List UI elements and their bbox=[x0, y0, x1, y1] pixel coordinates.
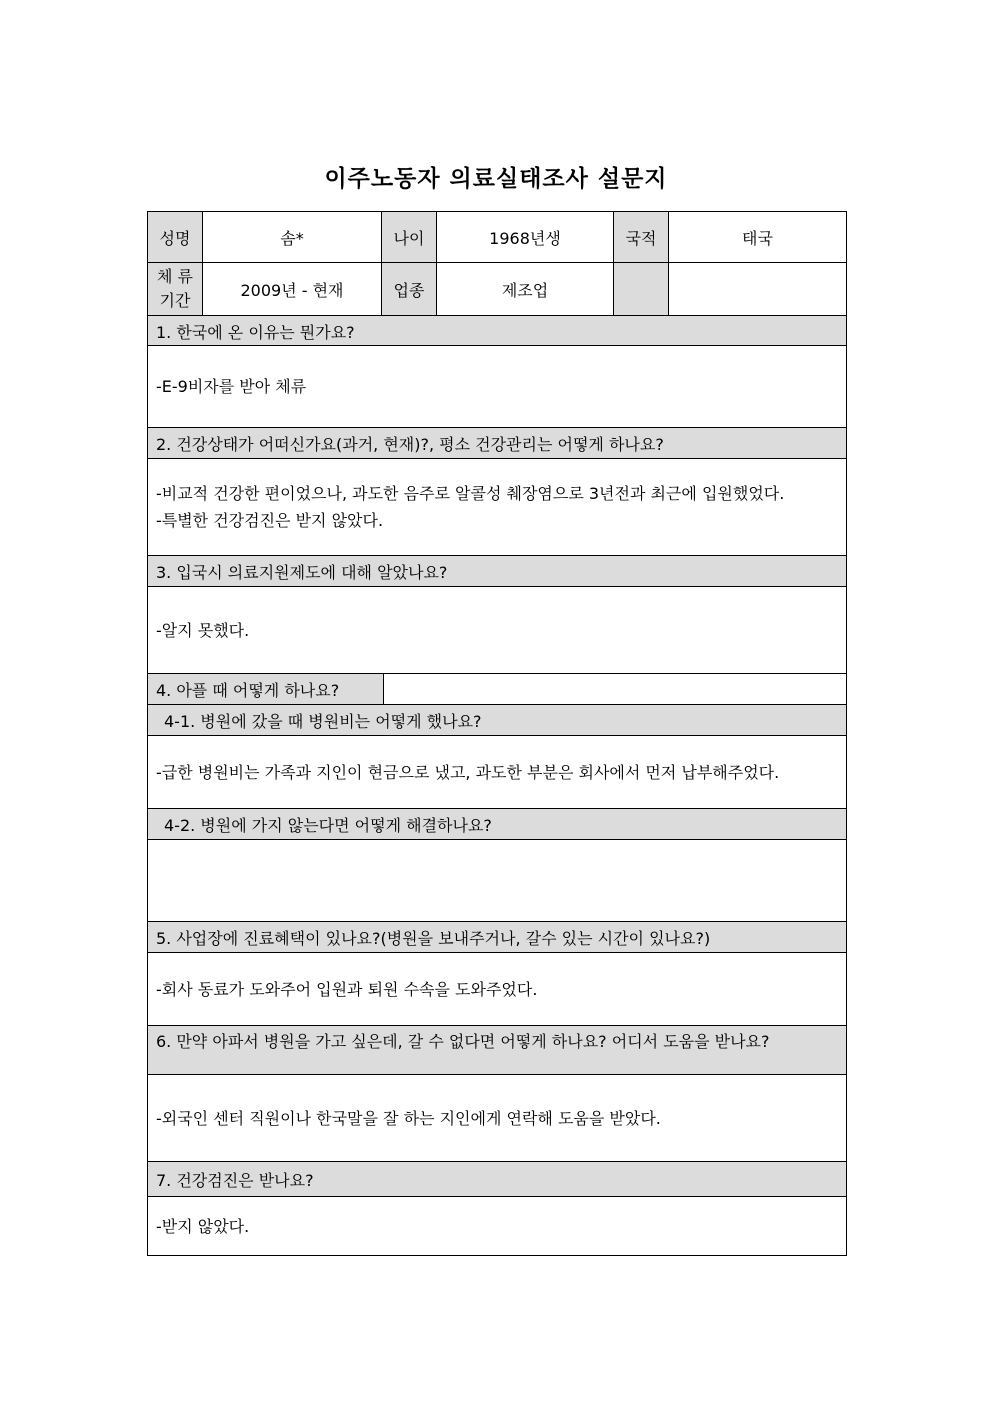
answer-4-1 bbox=[148, 736, 846, 809]
age-value: 1968년생 bbox=[437, 212, 614, 263]
question-4-2: 4-2. 병원에 가지 않는다면 어떻게 해결하나요? bbox=[148, 809, 846, 840]
answer-2 bbox=[148, 459, 846, 556]
stay-label-line2: 기간 bbox=[159, 291, 191, 310]
question-6: 6. 만약 아파서 병원을 가고 싶은데, 갈 수 없다면 어떻게 하나요? 어디서 도움을 받나요? bbox=[148, 1026, 846, 1075]
answer-line: -비교적 건강한 편이었으나, 과도한 음주로 알콜성 췌장염으로 3년전과 최근에 입원했었다. bbox=[156, 484, 785, 503]
answer-4-2 bbox=[148, 840, 846, 922]
answer-6 bbox=[148, 1075, 846, 1162]
survey-form bbox=[147, 211, 847, 1256]
answer-line: -회사 동료가 도와주어 입원과 퇴원 수속을 도와주었다. bbox=[156, 979, 538, 999]
industry-label: 업종 bbox=[382, 263, 437, 316]
answer-line: -외국인 센터 직원이나 한국말을 잘 하는 지인에게 연락해 도움을 받았다. bbox=[156, 1108, 661, 1128]
question-3: 3. 입국시 의료지원제도에 대해 알았나요? bbox=[148, 556, 846, 587]
question-1: 1. 한국에 온 이유는 뭔가요? bbox=[148, 316, 846, 346]
name-value: 솜* bbox=[203, 212, 382, 263]
answer-line: -알지 못했다. bbox=[156, 620, 250, 640]
question-4-text: 4. 아플 때 어떻게 하나요? bbox=[156, 681, 340, 700]
answer-1 bbox=[148, 346, 846, 428]
empty-label bbox=[614, 263, 669, 316]
question-5: 5. 사업장에 진료혜택이 있나요?(병원을 보내주거나, 갈수 있는 시간이 있나요?) bbox=[148, 922, 846, 953]
name-label: 성명 bbox=[148, 212, 203, 263]
industry-value: 제조업 bbox=[437, 263, 614, 316]
answer-line: -급한 병원비는 가족과 지인이 현금으로 냈고, 과도한 부분은 회사에서 먼저 납부해주었다. bbox=[156, 762, 780, 782]
answer-line: -특별한 건강검진은 받지 않았다. bbox=[156, 511, 384, 530]
question-4-blank bbox=[383, 674, 846, 704]
answer-7 bbox=[148, 1197, 846, 1255]
answer-line: -E-9비자를 받아 체류 bbox=[156, 377, 307, 396]
empty-value bbox=[669, 263, 846, 316]
stay-label-line1: 체 류 bbox=[157, 267, 193, 286]
nationality-label: 국적 bbox=[614, 212, 669, 263]
stay-label bbox=[148, 263, 203, 316]
answer-5 bbox=[148, 953, 846, 1026]
question-2: 2. 건강상태가 어떠신가요(과거, 현재)?, 평소 건강관리는 어떻게 하나요? bbox=[148, 428, 846, 459]
question-4-1: 4-1. 병원에 갔을 때 병원비는 어떻게 했나요? bbox=[148, 705, 846, 736]
stay-value: 2009년 - 현재 bbox=[203, 263, 382, 316]
nationality-value: 태국 bbox=[669, 212, 846, 263]
answer-3 bbox=[148, 587, 846, 674]
question-4 bbox=[148, 674, 846, 705]
age-label: 나이 bbox=[382, 212, 437, 263]
answer-line: -받지 않았다. bbox=[156, 1216, 250, 1236]
page-title: 이주노동자 의료실태조사 설문지 bbox=[324, 165, 668, 192]
question-7: 7. 건강검진은 받나요? bbox=[148, 1162, 846, 1197]
